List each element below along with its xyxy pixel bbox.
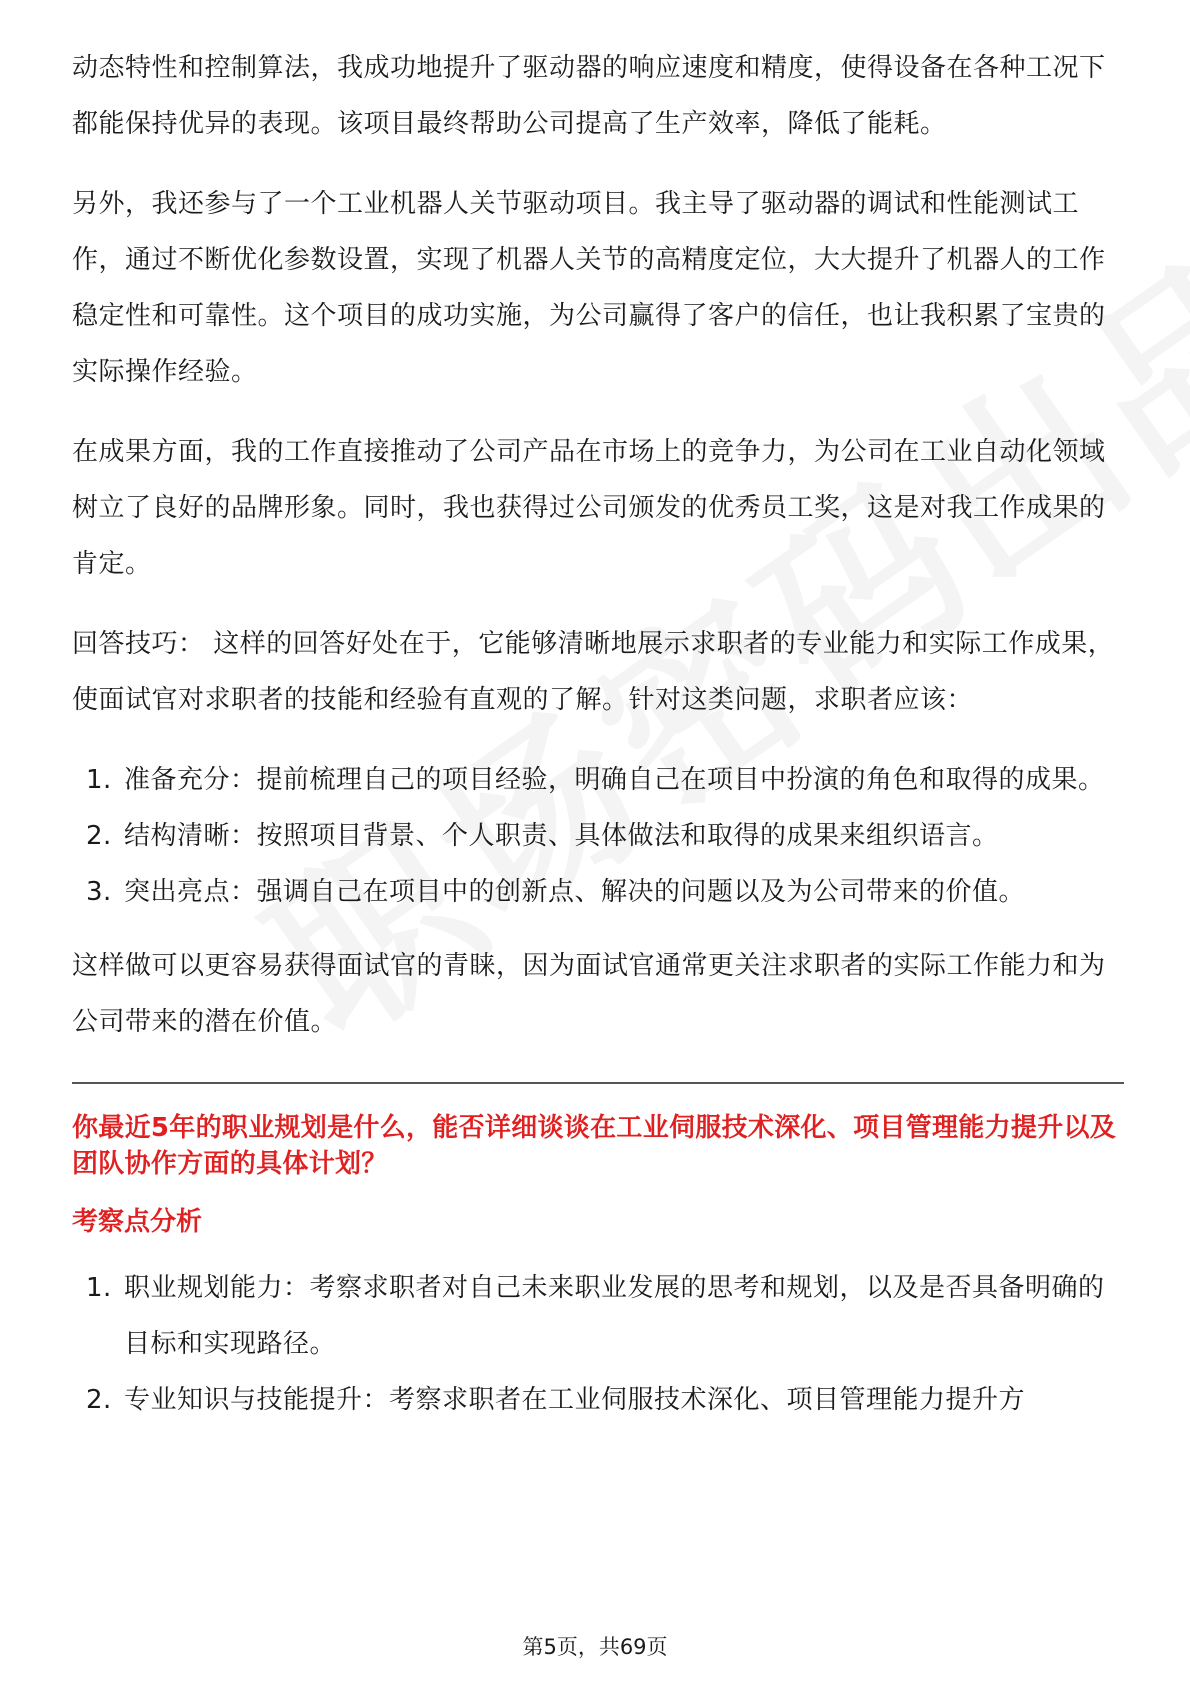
list-number: 2. [86, 821, 112, 851]
list-item [72, 752, 1124, 808]
paragraph: 这样做可以更容易获得面试官的青睐，因为面试官通常更关注求职者的实际工作能力和为公司带来的潜在价值。 [72, 951, 1106, 1037]
analysis-heading: 考察点分析 [72, 1207, 203, 1237]
list-number: 2. [86, 1385, 112, 1415]
paragraph: 在成果方面，我的工作直接推动了公司产品在市场上的竞争力，为公司在工业自动化领域树立了良好的品牌形象。同时，我也获得过公司颁发的优秀员工奖，这是对我工作成果的肯定。 [72, 437, 1106, 579]
list-item-text: 准备充分：提前梳理自己的项目经验，明确自己在项目中扮演的角色和取得的成果。 [124, 765, 1105, 795]
question-heading: 你最近5年的职业规划是什么，能否详细谈谈在工业伺服技术深化、项目管理能力提升以及团队协作方面的具体计划？ [72, 1113, 1117, 1179]
list-number: 1. [86, 1273, 112, 1303]
list-item-text: 突出亮点：强调自己在项目中的创新点、解决的问题以及为公司带来的价值。 [124, 877, 1026, 907]
list-item [72, 1372, 1124, 1428]
list-item [72, 864, 1124, 920]
page-content [72, 40, 1124, 1446]
page-footer: 第5页，共69页 [522, 1635, 668, 1659]
list-item-text: 结构清晰：按照项目背景、个人职责、具体做法和取得的成果来组织语言。 [124, 821, 999, 851]
list-number: 3. [86, 877, 112, 907]
list-item [72, 808, 1124, 864]
list-item-text: 专业知识与技能提升：考察求职者在工业伺服技术深化、项目管理能力提升方 [124, 1385, 1026, 1415]
tips-list [72, 752, 1124, 920]
paragraph: 动态特性和控制算法，我成功地提升了驱动器的响应速度和精度，使得设备在各种工况下都能保持优异的表现。该项目最终帮助公司提高了生产效率，降低了能耗。 [72, 53, 1106, 139]
paragraph: 另外，我还参与了一个工业机器人关节驱动项目。我主导了驱动器的调试和性能测试工作，通过不断优化参数设置，实现了机器人关节的高精度定位，大大提升了机器人的工作稳定性和可靠性。这个项目的成功实施，为公司赢得了客户的信任，也让我积累了宝贵的实际操作经验。 [72, 189, 1106, 387]
answer-tips-paragraph: 回答技巧： 这样的回答好处在于，它能够清晰地展示求职者的专业能力和实际工作成果，使面试官对求职者的技能和经验有直观的了解。针对这类问题，求职者应该： [72, 629, 1115, 715]
list-item-text: 职业规划能力：考察求职者对自己未来职业发展的思考和规划，以及是否具备明确的目标和实现路径。 [124, 1273, 1105, 1359]
analysis-list [72, 1260, 1124, 1428]
list-item [72, 1260, 1124, 1372]
section-divider [72, 1082, 1124, 1084]
list-number: 1. [86, 765, 112, 795]
